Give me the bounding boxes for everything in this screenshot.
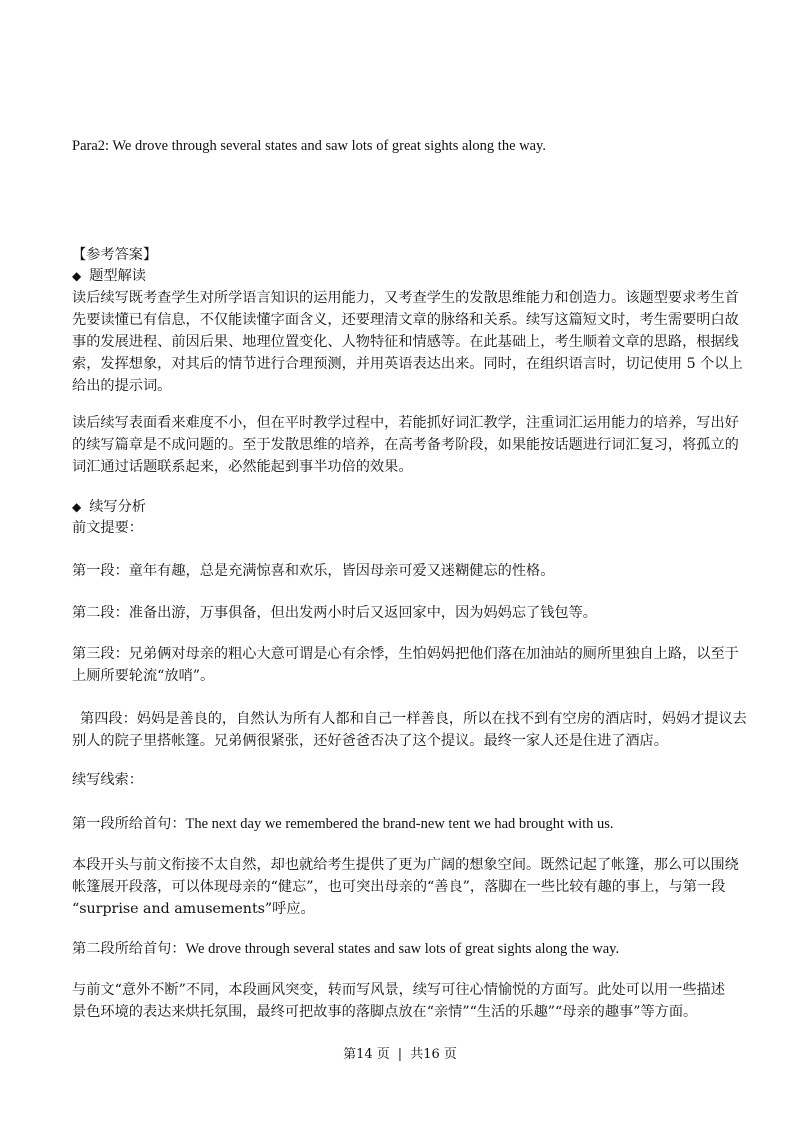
- paragraph-line: 给出的提示词。: [72, 378, 172, 394]
- footer-separator: |: [397, 1047, 403, 1062]
- analysis-line: 景色环境的表达来烘托氛围，最终可把故事的落脚点放在“亲情”“生活的乐趣”“母亲的趣事”等方面。: [72, 1004, 698, 1020]
- page-number: 第14 页: [343, 1047, 390, 1062]
- paragraph-line: 词汇通过话题联系起来，必然能起到事半功倍的效果。: [72, 459, 413, 475]
- para-summary-3: 第三段：兄弟俩对母亲的粗心大意可谓是心有余悸，生怕妈妈把他们落在加油站的厕所里独自上路，以至于: [72, 646, 739, 662]
- clues-label: 续写线索：: [72, 772, 143, 788]
- para-summary-4: 第四段：妈妈是善良的，自然认为所有人都和自己一样善良，所以在找不到有空房的酒店时，妈妈才提议去: [80, 711, 747, 727]
- second-para-sentence: We drove through several states and saw lots of great sights along the way.: [185, 941, 620, 957]
- section-heading-question-type: [72, 266, 740, 287]
- first-para-sentence: The next day we remembered the brand-new tent we had brought with us.: [185, 816, 614, 832]
- analysis-line: 与前文“意外不断”不同，本段画风突变，转而写风景，续写可往心情愉悦的方面写。此处可以用一些描述: [72, 982, 725, 998]
- para2-prompt: Para2: We drove through several states and saw lots of great sights along the way.: [72, 138, 546, 154]
- para-summary-3: 上厕所要轮流“放哨”。: [72, 668, 215, 684]
- diamond-bullet-icon: ◆: [72, 500, 82, 514]
- analysis-line: “surprise and amusements”呼应。: [72, 901, 315, 917]
- paragraph-line: 读后续写既考查学生对所学语言知识的运用能力，又考查学生的发散思维能力和创造力。该题型要求考生首: [72, 290, 739, 306]
- second-para-label: 第二段所给首句：: [72, 941, 186, 957]
- diamond-bullet-icon: ◆: [72, 269, 82, 283]
- answer-header: 【参考答案】: [72, 247, 158, 263]
- analysis-line: 本段开头与前文衔接不太自然，却也就给考生提供了更为广阔的想象空间。既然记起了帐篷，那么可以围绕: [72, 857, 739, 873]
- paragraph-line: 索，发挥想象，对其后的情节进行合理预测，并用英语表达出来。同时，在组织语言时，切记使用 5 个以上: [72, 356, 743, 372]
- section-heading-continuation-analysis: [72, 497, 740, 518]
- section-title: 续写分析: [89, 499, 146, 515]
- first-para-opening: [72, 814, 740, 835]
- page-total: 共16 页: [410, 1047, 457, 1062]
- para-summary-1: 第一段：童年有趣，总是充满惊喜和欢乐，皆因母亲可爱又迷糊健忘的性格。: [72, 563, 555, 579]
- summary-label: 前文提要：: [72, 520, 143, 536]
- para-summary-4: 别人的院子里搭帐篷。兄弟俩很紧张，还好爸爸否决了这个提议。最终一家人还是住进了酒店。: [72, 733, 668, 749]
- section-title: 题型解读: [89, 268, 146, 284]
- paragraph-line: 事的发展进程、前因后果、地理位置变化、人物特征和情感等。在此基础上，考生顺着文章的思路，根据线: [72, 334, 739, 350]
- paragraph-line: 读后续写表面看来难度不小，但在平时教学过程中，若能抓好词汇教学，注重词汇运用能力的培养，写出好: [72, 415, 739, 431]
- analysis-line: 帐篷展开段落，可以体现母亲的“健忘”，也可突出母亲的“善良”，落脚在一些比较有趣的事上，与第一段: [72, 879, 726, 895]
- second-para-opening: [72, 939, 740, 960]
- first-para-label: 第一段所给首句：: [72, 816, 186, 832]
- paragraph-line: 先要读懂已有信息，不仅能读懂字面含义，还要理清文章的脉络和关系。续写这篇短文时，考生需要明白故: [72, 312, 739, 328]
- paragraph-line: 的续写篇章是不成问题的。至于发散思维的培养，在高考备考阶段，如果能按话题进行词汇复习，将孤立的: [72, 437, 739, 453]
- page-footer: [0, 1046, 800, 1064]
- para-summary-2: 第二段：准备出游，万事俱备，但出发两小时后又返回家中，因为妈妈忘了钱包等。: [72, 605, 597, 621]
